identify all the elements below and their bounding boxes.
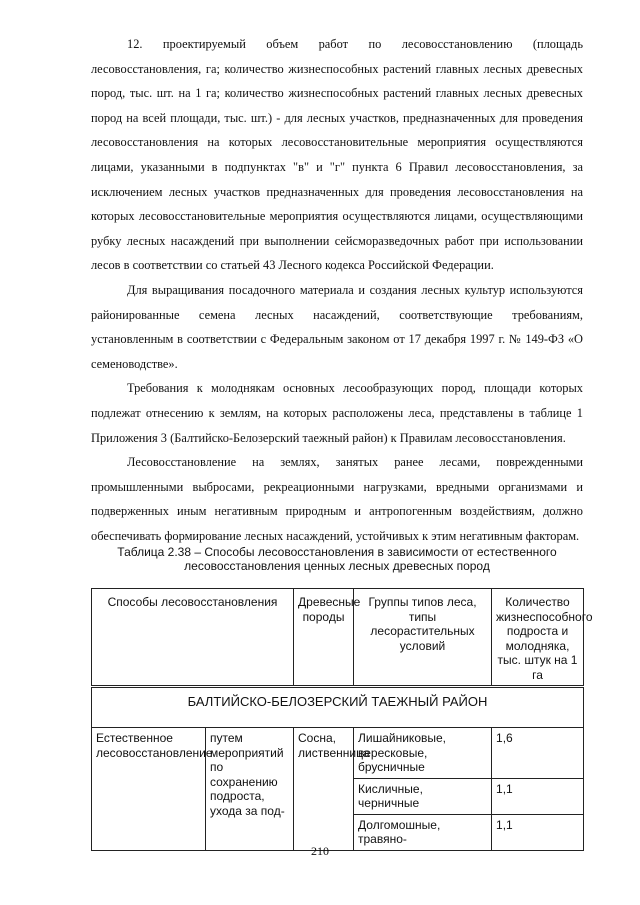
paragraph-seeds: Для выращивания посадочного материала и создания лесных культур используются районированные семена лесных насаждений, соответствующие требованиям, установленным в соответствии с Федеральным законом от 17 декабря 1997 г. № 149-ФЗ «О семеноводстве». — [91, 282, 583, 371]
species-cell: Сосна, лиственница — [294, 728, 354, 851]
quantity-cell: 1,1 — [492, 814, 584, 850]
method-cell: Естественное лесовосстановление — [92, 728, 206, 851]
header-methods: Способы лесовосстановления — [92, 589, 294, 687]
paragraph-damaged-forests: Лесовосстановление на землях, занятых ранее лесами, поврежденными промышленными выбросами, рекреационными нагрузками, вредными организмами и подверженных иным негативным природным и антропогенным воздействиям, должно обеспечивать формирование лесных насаждений, устойчивых к этим негативным факторам. — [91, 455, 583, 543]
table-caption: Таблица 2.38 – Способы лесовосстановления в зависимости от естественного лесовосстановления ценных лесных древесных пород — [117, 545, 557, 573]
header-quantity: Количество жизнеспособного подроста и молодняка, тыс. штук на 1 га — [492, 589, 584, 687]
body-text — [91, 32, 583, 548]
forest-group-cell: Долгомошные, травяно- — [354, 814, 492, 850]
header-species: Древесные породы — [294, 589, 354, 687]
page-number: 210 — [311, 844, 329, 858]
header-forest-groups: Группы типов леса, типы лесорастительных условий — [354, 589, 492, 687]
forest-group-cell: Кисличные, черничные — [354, 778, 492, 814]
reforestation-methods-table — [91, 588, 593, 851]
paragraph-requirements-item-12: 12. проектируемый объем работ по лесовосстановлению (площадь лесовосстановления, га; количество жизнеспособных растений главных лесных древесных пород, тыс. шт. на 1 га; количество жизнеспособных растений главных лесных древесных пород на всей площади, тыс. шт.) - для лесных участков, предназначенных для проведения лесовосстановления на которых лесовосстановительные мероприятия осуществляются лицами, указанными в подпунктах "в" и "г" пункта 6 Правил лесовосстановления, за исключением лесных участков предназначенных для проведения лесовосстановления на которых лесовосстановительные мероприятия осуществляются лицами, осуществляющими рубку лесных насаждений при выполнении сейсморазведочных работ при использовании лесов в соответствии со статьей 43 Лесного кодекса Российской Федерации. — [91, 37, 583, 273]
quantity-cell: 1,6 — [492, 728, 584, 779]
submethod-cell: путем мероприятий по сохранению подроста, ухода за под- — [206, 728, 294, 851]
forest-group-cell: Лишайниковые, вересковые, брусничные — [354, 728, 492, 779]
paragraph-young-stands: Требования к молоднякам основных лесообразующих пород, площади которых подлежат отнесению к землям, на которых расположены леса, представлены в таблице 1 Приложения 3 (Балтийско-Белозерский таежный район) к Правилам лесовосстановления. — [91, 381, 583, 445]
quantity-cell: 1,1 — [492, 778, 584, 814]
region-row: БАЛТИЙСКО-БЕЛОЗЕРСКИЙ ТАЕЖНЫЙ РАЙОН — [92, 687, 584, 728]
